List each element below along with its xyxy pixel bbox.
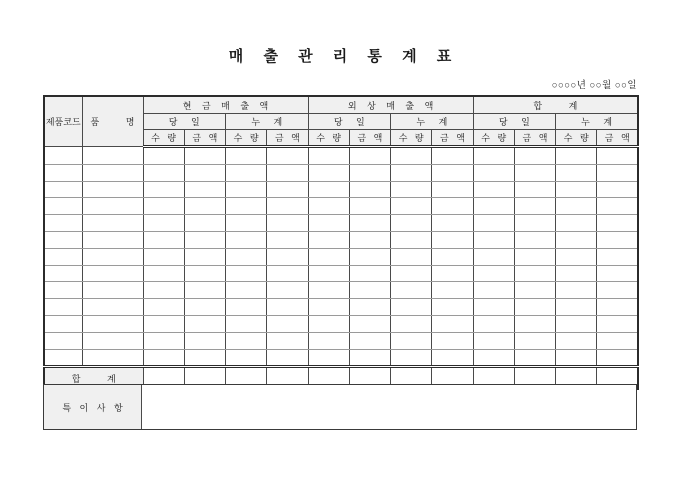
header-qty: 수 량 xyxy=(473,130,514,147)
table-cell xyxy=(226,282,267,299)
table-cell xyxy=(82,164,143,181)
table-cell xyxy=(597,315,638,332)
table-cell xyxy=(432,299,473,316)
table-row xyxy=(44,147,638,165)
table-cell xyxy=(432,349,473,367)
table-cell xyxy=(44,231,82,248)
table-cell xyxy=(226,231,267,248)
table-cell xyxy=(556,164,597,181)
table-cell xyxy=(597,299,638,316)
table-cell xyxy=(432,265,473,282)
table-cell xyxy=(82,198,143,215)
table-cell xyxy=(349,332,390,349)
header-product-name: 품 명 xyxy=(82,96,143,147)
table-cell xyxy=(143,147,184,165)
table-cell xyxy=(267,332,308,349)
table-cell xyxy=(44,332,82,349)
table-cell xyxy=(391,282,432,299)
table-cell xyxy=(514,299,555,316)
date-label: ○○○○년 ○○월 ○○일 xyxy=(551,80,637,91)
table-cell xyxy=(391,147,432,165)
table-cell xyxy=(82,147,143,165)
table-cell xyxy=(556,315,597,332)
table-cell xyxy=(597,147,638,165)
table-cell xyxy=(82,349,143,367)
table-cell xyxy=(473,147,514,165)
table-cell xyxy=(226,332,267,349)
table-cell xyxy=(226,147,267,165)
header-cumulative: 누 계 xyxy=(226,114,309,130)
table-cell xyxy=(184,265,225,282)
sales-statistics-table xyxy=(43,95,639,390)
table-cell xyxy=(308,315,349,332)
table-cell xyxy=(556,282,597,299)
table-cell xyxy=(556,215,597,232)
table-cell xyxy=(473,265,514,282)
header-daily: 당 일 xyxy=(473,114,556,130)
table-cell xyxy=(556,299,597,316)
table-cell xyxy=(184,282,225,299)
table-cell xyxy=(308,147,349,165)
table-row xyxy=(44,231,638,248)
table-cell xyxy=(184,332,225,349)
table-cell xyxy=(308,164,349,181)
header-cumulative: 누 계 xyxy=(556,114,639,130)
table-cell xyxy=(267,181,308,198)
table-cell xyxy=(44,181,82,198)
table-cell xyxy=(391,198,432,215)
table-cell xyxy=(308,349,349,367)
table-cell xyxy=(308,198,349,215)
header-group-cash-sales: 현 금 매 출 액 xyxy=(143,96,308,114)
notes-box xyxy=(43,384,637,430)
header-row-groups xyxy=(44,96,638,114)
table-cell xyxy=(82,282,143,299)
header-daily: 당 일 xyxy=(308,114,391,130)
table-cell xyxy=(473,248,514,265)
table-cell xyxy=(184,349,225,367)
table-cell xyxy=(143,248,184,265)
table-cell xyxy=(184,181,225,198)
table-row xyxy=(44,349,638,367)
table-cell xyxy=(514,231,555,248)
table-cell xyxy=(44,164,82,181)
table-cell xyxy=(267,349,308,367)
table-cell xyxy=(44,282,82,299)
table-cell xyxy=(391,231,432,248)
table-row xyxy=(44,265,638,282)
table-cell xyxy=(514,248,555,265)
table-cell xyxy=(184,248,225,265)
table-cell xyxy=(226,215,267,232)
header-group-total: 합 계 xyxy=(473,96,638,114)
table-row xyxy=(44,248,638,265)
table-cell xyxy=(82,231,143,248)
table-cell xyxy=(143,215,184,232)
table-cell xyxy=(44,198,82,215)
table-cell xyxy=(267,315,308,332)
table-cell xyxy=(184,231,225,248)
table-cell xyxy=(308,299,349,316)
table-cell xyxy=(44,315,82,332)
table-row xyxy=(44,332,638,349)
table-cell xyxy=(349,248,390,265)
table-cell xyxy=(391,332,432,349)
header-amount: 금 액 xyxy=(267,130,308,147)
table-cell xyxy=(556,349,597,367)
table-cell xyxy=(184,299,225,316)
table-cell xyxy=(432,215,473,232)
table-cell xyxy=(184,198,225,215)
table-cell xyxy=(267,248,308,265)
table-cell xyxy=(597,349,638,367)
table-cell xyxy=(473,282,514,299)
table-cell xyxy=(184,315,225,332)
table-cell xyxy=(349,349,390,367)
table-cell xyxy=(184,147,225,165)
table-cell xyxy=(44,265,82,282)
header-qty: 수 량 xyxy=(391,130,432,147)
table-cell xyxy=(349,265,390,282)
table-row xyxy=(44,164,638,181)
table-cell xyxy=(473,215,514,232)
table-cell xyxy=(226,265,267,282)
table-cell xyxy=(143,315,184,332)
header-qty: 수 량 xyxy=(308,130,349,147)
table-cell xyxy=(82,315,143,332)
table-cell xyxy=(597,265,638,282)
table-cell xyxy=(391,299,432,316)
table-cell xyxy=(143,265,184,282)
table-cell xyxy=(267,164,308,181)
table-cell xyxy=(432,181,473,198)
table-cell xyxy=(514,265,555,282)
table-cell xyxy=(349,315,390,332)
table-row xyxy=(44,315,638,332)
table-cell xyxy=(391,265,432,282)
table-cell xyxy=(556,198,597,215)
table-cell xyxy=(349,299,390,316)
table-cell xyxy=(391,164,432,181)
table-cell xyxy=(44,215,82,232)
table-cell xyxy=(82,181,143,198)
table-cell xyxy=(82,248,143,265)
table-cell xyxy=(391,248,432,265)
table-cell xyxy=(143,282,184,299)
table-cell xyxy=(267,198,308,215)
table-cell xyxy=(556,332,597,349)
header-group-credit-sales: 외 상 매 출 액 xyxy=(308,96,473,114)
table-row xyxy=(44,181,638,198)
table-cell xyxy=(597,282,638,299)
table-cell xyxy=(226,315,267,332)
table-cell xyxy=(226,181,267,198)
table-cell xyxy=(349,231,390,248)
table-cell xyxy=(226,349,267,367)
table-cell xyxy=(44,349,82,367)
table-cell xyxy=(514,198,555,215)
total-label: 합 계 xyxy=(44,367,143,390)
table-cell xyxy=(597,332,638,349)
table-cell xyxy=(308,332,349,349)
table-cell xyxy=(432,315,473,332)
table-cell xyxy=(473,332,514,349)
table-cell xyxy=(82,265,143,282)
table-cell xyxy=(267,265,308,282)
table-cell xyxy=(391,181,432,198)
table-cell xyxy=(349,215,390,232)
table-cell xyxy=(44,147,82,165)
table-cell xyxy=(514,181,555,198)
table-cell xyxy=(349,282,390,299)
table-cell xyxy=(597,198,638,215)
table-row xyxy=(44,299,638,316)
table-cell xyxy=(391,349,432,367)
table-cell xyxy=(308,248,349,265)
table-cell xyxy=(143,231,184,248)
table-cell xyxy=(556,265,597,282)
table-cell xyxy=(473,315,514,332)
table-cell xyxy=(143,181,184,198)
table-cell xyxy=(514,215,555,232)
table-cell xyxy=(143,198,184,215)
table-cell xyxy=(44,248,82,265)
table-cell xyxy=(432,282,473,299)
table-cell xyxy=(473,198,514,215)
table-cell xyxy=(308,231,349,248)
table-body xyxy=(44,147,638,367)
table-cell xyxy=(308,265,349,282)
table-cell xyxy=(597,181,638,198)
table-cell xyxy=(432,248,473,265)
table-cell xyxy=(226,248,267,265)
table-cell xyxy=(556,248,597,265)
table-cell xyxy=(267,282,308,299)
header-cumulative: 누 계 xyxy=(391,114,474,130)
table-cell xyxy=(514,164,555,181)
table-cell xyxy=(308,282,349,299)
table-cell xyxy=(597,164,638,181)
table-cell xyxy=(514,332,555,349)
header-amount: 금 액 xyxy=(597,130,638,147)
table-cell xyxy=(597,248,638,265)
table-cell xyxy=(514,147,555,165)
table-cell xyxy=(267,147,308,165)
table-cell xyxy=(184,215,225,232)
table-cell xyxy=(473,181,514,198)
header-amount: 금 액 xyxy=(184,130,225,147)
table-cell xyxy=(184,164,225,181)
header-daily: 당 일 xyxy=(143,114,226,130)
table-cell xyxy=(597,231,638,248)
table-cell xyxy=(308,215,349,232)
table-cell xyxy=(143,164,184,181)
table-cell xyxy=(267,299,308,316)
table-cell xyxy=(514,315,555,332)
table-cell xyxy=(432,332,473,349)
header-amount: 금 액 xyxy=(349,130,390,147)
table-cell xyxy=(308,181,349,198)
table-cell xyxy=(226,198,267,215)
header-qty: 수 량 xyxy=(556,130,597,147)
table-header xyxy=(44,96,638,147)
header-qty: 수 량 xyxy=(226,130,267,147)
table-cell xyxy=(82,332,143,349)
page-title: 매 출 관 리 통 계 표 xyxy=(228,48,460,65)
table-cell xyxy=(143,332,184,349)
table-row xyxy=(44,215,638,232)
header-qty: 수 량 xyxy=(143,130,184,147)
table-cell xyxy=(349,198,390,215)
table-cell xyxy=(556,147,597,165)
table-cell xyxy=(82,215,143,232)
notes-content xyxy=(142,385,636,429)
table-cell xyxy=(44,299,82,316)
table-cell xyxy=(432,147,473,165)
table-cell xyxy=(514,349,555,367)
table-cell xyxy=(267,231,308,248)
table-cell xyxy=(226,164,267,181)
table-cell xyxy=(349,147,390,165)
table-cell xyxy=(432,198,473,215)
table-cell xyxy=(473,349,514,367)
table-cell xyxy=(556,181,597,198)
header-amount: 금 액 xyxy=(432,130,473,147)
table-cell xyxy=(391,315,432,332)
table-cell xyxy=(432,164,473,181)
table-cell xyxy=(226,299,267,316)
header-amount: 금 액 xyxy=(514,130,555,147)
table-cell xyxy=(473,164,514,181)
table-cell xyxy=(349,164,390,181)
table-cell xyxy=(473,231,514,248)
table-cell xyxy=(597,215,638,232)
table-cell xyxy=(267,215,308,232)
table-cell xyxy=(432,231,473,248)
table-cell xyxy=(391,215,432,232)
table-cell xyxy=(82,299,143,316)
table-cell xyxy=(514,282,555,299)
table-cell xyxy=(556,231,597,248)
table-cell xyxy=(143,299,184,316)
table-row xyxy=(44,198,638,215)
table-row xyxy=(44,282,638,299)
table-cell xyxy=(143,349,184,367)
table-cell xyxy=(349,181,390,198)
notes-label: 특 이 사 항 xyxy=(44,385,142,429)
table-cell xyxy=(473,299,514,316)
header-product-code: 제품코드 xyxy=(44,96,82,147)
